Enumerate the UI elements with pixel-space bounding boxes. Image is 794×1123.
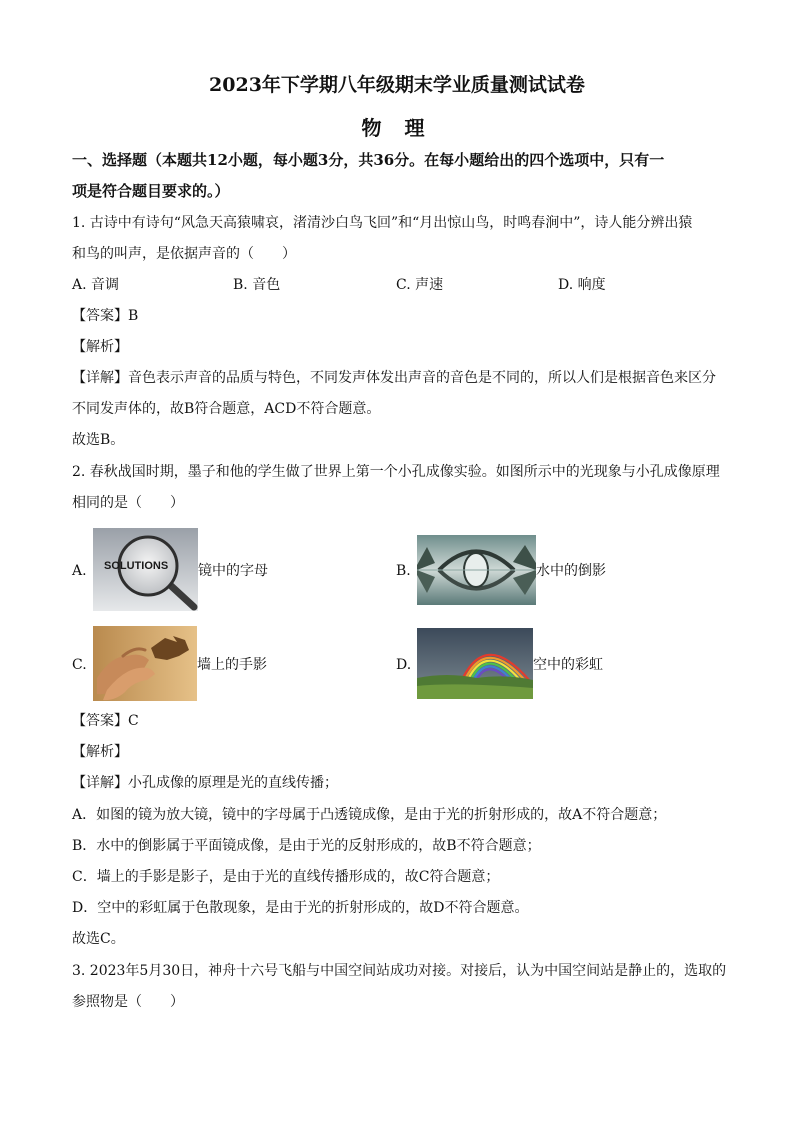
section-heading: 一、选择题（本题共12小题，每小题3分，共36分。在每小题给出的四个选项中，只有一 <box>72 151 665 169</box>
q2-detail-b: B．水中的倒影属于平面镜成像，是由于光的反射形成的，故B不符合题意； <box>72 838 541 854</box>
q1-option-a: A. 音调 <box>72 277 120 293</box>
q1-conclusion: 故选B。 <box>72 432 125 448</box>
q2-answer: 【答案】C <box>72 713 139 729</box>
exam-title: 2023年下学期八年级期末学业质量测试试卷 <box>209 74 585 96</box>
q2-conclusion: 故选C。 <box>72 931 125 947</box>
q2-detail-d: D．空中的彩虹属于色散现象，是由于光的折射形成的，故D不符合题意。 <box>72 900 529 916</box>
q1-option-b: B. 音色 <box>233 277 281 293</box>
q2-option-c-letter: C. <box>72 657 87 673</box>
q1-analysis-label: 【解析】 <box>72 339 128 355</box>
q2-analysis-label: 【解析】 <box>72 744 128 760</box>
subject-title: 物 理 <box>361 116 433 140</box>
q2-stem: 2. 春秋战国时期，墨子和他的学生做了世界上第一个小孔成像实验。如图所示中的光现象与小孔成像原理 <box>72 464 720 480</box>
q2-detail: 【详解】小孔成像的原理是光的直线传播； <box>72 775 338 791</box>
q3-stem-cont: 参照物是（ ） <box>72 994 184 1010</box>
q2-option-d-letter: D. <box>396 657 412 673</box>
q2-detail-c: C．墙上的手影是影子，是由于光的直线传播形成的，故C符合题意； <box>72 869 500 885</box>
bridge-reflection-photo <box>417 535 536 605</box>
q1-stem: 1. 古诗中有诗句“风急天高猿啸哀，渚清沙白鸟飞回”和“月出惊山鸟，时鸣春涧中”，诗人能分辨出猿 <box>72 215 693 231</box>
q1-answer: 【答案】B <box>72 308 139 324</box>
q1-detail-cont: 不同发声体的，故B符合题意，ACD不符合题意。 <box>72 401 381 417</box>
q1-stem-cont: 和鸟的叫声，是依据声音的（ ） <box>72 246 296 262</box>
q2-option-d-caption: 空中的彩虹 <box>533 657 603 673</box>
q2-detail-a: A．如图的镜为放大镜，镜中的字母属于凸透镜成像，是由于光的折射形成的，故A不符合题意； <box>72 807 667 823</box>
q2-option-c-caption: 墙上的手影 <box>197 657 267 673</box>
rainbow-photo <box>417 628 533 699</box>
lens-text: SOLUTIONS <box>104 560 169 572</box>
q2-option-b-letter: B. <box>396 563 411 579</box>
q3-stem: 3. 2023年5月30日，神舟十六号飞船与中国空间站成功对接。对接后，认为中国空间站是静止的，选取的 <box>72 963 727 979</box>
hand-shadow-photo <box>93 626 197 701</box>
q2-stem-cont: 相同的是（ ） <box>72 495 184 511</box>
q1-option-c: C. 声速 <box>396 277 444 293</box>
magnifying-glass-photo <box>93 528 198 611</box>
q2-option-a-caption: 镜中的字母 <box>198 563 268 579</box>
section-heading-cont: 项是符合题目要求的。） <box>72 182 230 200</box>
q1-option-d: D. 响度 <box>558 277 606 293</box>
q1-detail: 【详解】音色表示声音的品质与特色，不同发声体发出声音的音色是不同的，所以人们是根据音色来区分 <box>72 370 716 386</box>
q2-option-b-caption: 水中的倒影 <box>536 563 606 579</box>
q2-option-a-letter: A. <box>72 563 87 579</box>
